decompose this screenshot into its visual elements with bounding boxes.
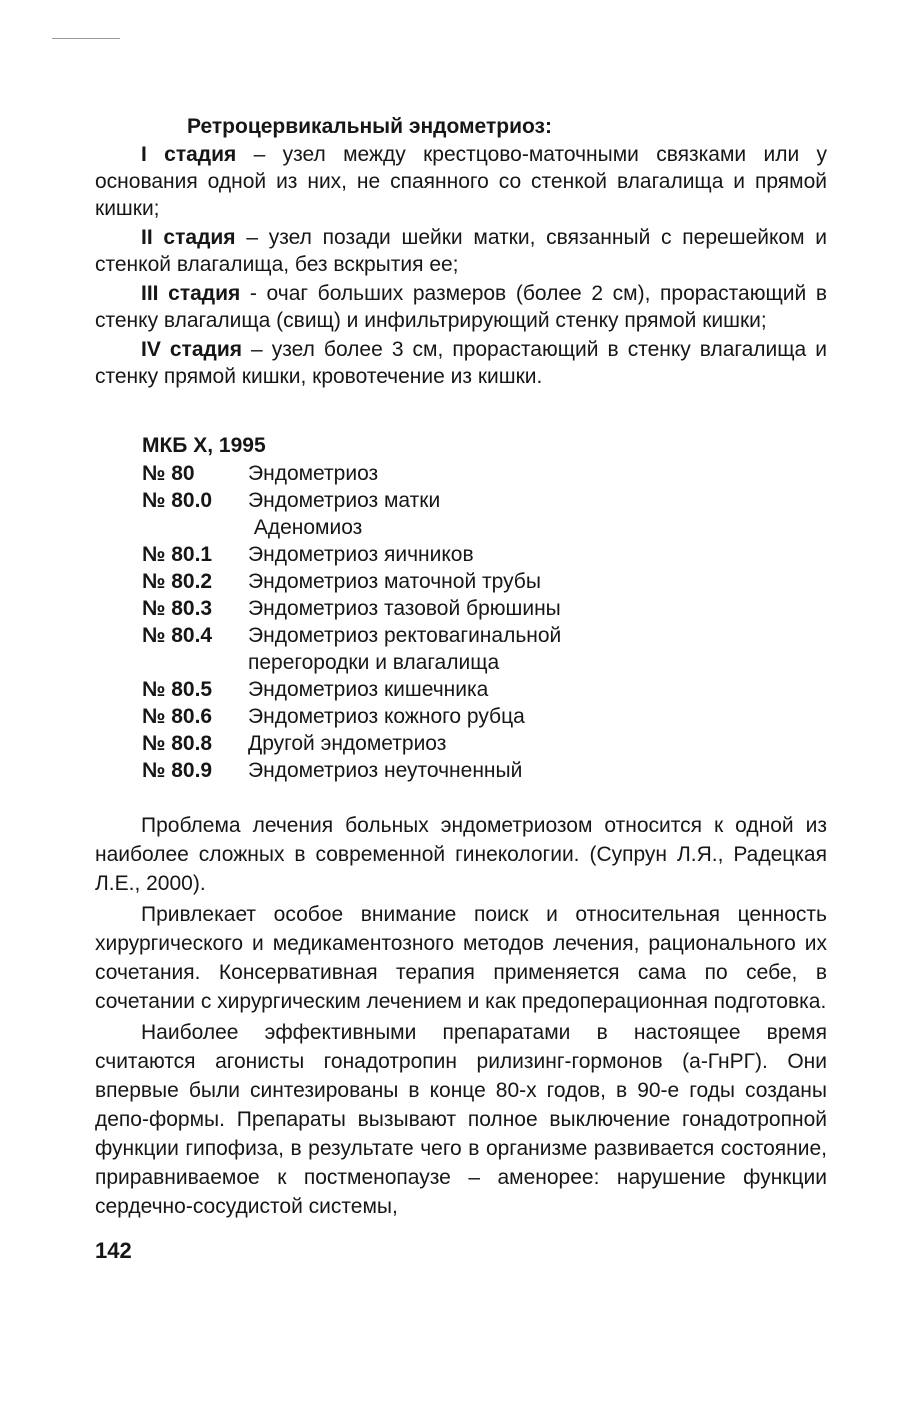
list-item [142,703,742,730]
body-paragraph: Привлекает особое внимание поиск и относительная ценность хирургического и медикаментозного методов лечения, рационального их сочетания. Консервативная терапия применяется сама по себе, в сочетании с хирургическим лечением и как предоперационная подготовка. [95,903,827,1013]
list-item [142,487,742,514]
page-number: 142 [95,1238,132,1263]
icd-description: Эндометриоз кожного рубца [248,705,525,728]
list-item [142,757,742,784]
icd-description: Эндометриоз неуточненный [248,759,523,782]
stage-paragraph-2 [95,224,827,278]
icd-code: № 80.1 [142,543,213,566]
list-item [142,676,742,703]
icd-code [142,649,248,676]
retrocervical-section [95,113,827,390]
list-item [142,568,742,595]
stage-label: IV стадия [141,338,243,361]
body-paragraph: Наиболее эффективными препаратами в настоящее время считаются агонисты гонадотропин рилизинг-гормонов (а-ГнРГ). Они впервые были синтезированы в конце 80-х годов, в 90-е годы созданы депо-формы. Препараты вызывают полное выключение гонадотропной функции гипофиза, в результате чего в организме развивается состояние, приравниваемое к постменопаузе – аменорее: нарушение функции сердечно-сосудистой системы, [95,1021,827,1218]
stage-text: - очаг больших размеров (более 2 см), прорастающий в стенку влагалища (свищ) и инфильтрирующий стенку прямой кишки; [95,282,827,332]
icd-description: перегородки и влагалища [248,651,500,674]
stage-label: II стадия [141,226,236,249]
icd-code-list [142,460,742,784]
header-rule [52,38,120,39]
stage-label: I стадия [141,143,237,166]
section-heading: Ретроцервикальный эндометриоз: [187,115,552,138]
list-item [142,460,742,487]
icd-section [142,432,742,784]
icd-code: № 80.6 [142,705,213,728]
list-item [142,514,742,541]
stage-paragraph-3 [95,280,827,334]
icd-code [142,514,248,541]
stage-paragraph-4 [95,336,827,390]
icd-description: Другой эндометриоз [248,732,447,755]
icd-description: Эндометриоз ректовагинальной [248,624,562,647]
stage-text: – узел между крестцово-маточными связками или у основания одной из них, не спаянного со стенкой влагалища и прямой кишки; [95,143,828,220]
stage-text: – узел более 3 см, прорастающий в стенку влагалища и стенку прямой кишки, кровотечение из кишки. [95,338,827,388]
icd-code: № 80.3 [142,597,213,620]
icd-description: Эндометриоз яичников [248,543,474,566]
list-item [142,730,742,757]
icd-description: Эндометриоз маточной трубы [248,570,541,593]
icd-code: № 80.8 [142,732,213,755]
list-item [142,649,742,676]
icd-description: Эндометриоз матки [248,489,441,512]
body-paragraph: Проблема лечения больных эндометриозом относится к одной из наиболее сложных в современной гинекологии. (Супрун Л.Я., Радецкая Л.Е., 2000). [95,814,827,895]
list-item [142,541,742,568]
list-item [142,595,742,622]
stage-label: III стадия [141,282,241,305]
icd-description: Эндометриоз кишечника [248,678,489,701]
icd-code: № 80.9 [142,759,213,782]
stage-text: – узел позади шейки матки, связанный с перешейком и стенкой влагалища, без вскрытия ее; [95,226,827,276]
list-item [142,622,742,649]
treatment-section [95,811,827,1221]
stage-paragraph-1 [95,141,827,222]
icd-code: № 80.0 [142,489,213,512]
icd-description: Эндометриоз тазовой брюшины [248,597,561,620]
icd-description: Аденомиоз [248,516,363,539]
icd-code: № 80.4 [142,624,213,647]
icd-code: № 80.2 [142,570,213,593]
icd-code: № 80.5 [142,678,213,701]
icd-description: Эндометриоз [248,462,379,485]
icd-code: № 80 [142,462,195,485]
icd-title: МКБ X, 1995 [142,434,266,457]
